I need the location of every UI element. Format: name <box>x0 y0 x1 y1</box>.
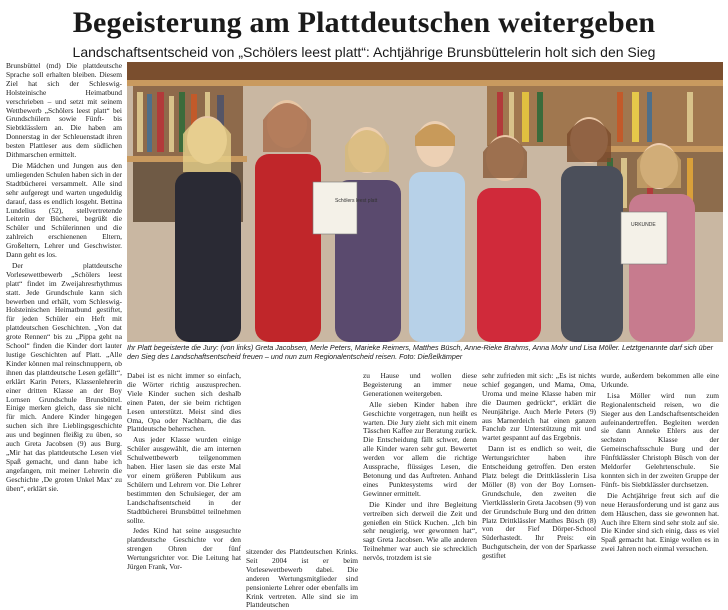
article-headline: Begeisterung am Plattdeutschen weitergeben <box>72 6 656 39</box>
article-column-4 <box>363 372 477 598</box>
column-paragraph: sehr zufrieden mit sich: „Es ist nichts schief gegangen, und Mama, Oma, Uroma und meine Klasse haben mir die Daumen gedrückt“, erklärt die Neunjährige. Auch Merle Peters (9) aus Marnerdeich hat einen ganzen Fanclub zur Unterstützung mit und wartet gespannt auf das Ergebnis. <box>482 371 596 443</box>
column-paragraph: wurde, außerdem bekommen alle eine Urkunde. <box>601 371 719 389</box>
column-paragraph: zu Hause und wollen diese Begeisterung an immer neue Generationen weitergeben. <box>363 371 477 398</box>
article-column-2 <box>127 372 241 598</box>
photo-credit: Foto: Dießelkämper <box>399 352 463 361</box>
certificate-text: Schölers leest platt <box>335 198 378 204</box>
caption-text: Ihr Platt begeisterte die Jury: (von links) Greta Jacobsen, Merle Peters, Marieke Reimers, Matthes Büsch, Anne-Rieke Brahms, Anna Mohr und Lisa Möller. Letztgenannte darf sich über den Sieg des Landschaftsentscheid freuen – und nun zum Regionalentscheid reisen. <box>127 343 714 361</box>
column-paragraph: Der plattdeutsche Vorlesewettbewerb „Schölers leest platt“ findet im Zweijahresrhythmus statt. Jede Grundschule kann sich bewerben und erhält, vom Schleswig-Holsteinischen Heimatbund gestiftet, für jeden Schüler ein Heft mit plattdeutschen Geschichten. „Von dat grote Rennen“ bis zu „Pippa geht na School“ finden die Kinder dort lauter lustige Geschichten auf Platt. „Alle Kinder können mal reinschnuppern, ob ihnen das plattdeutsche Lesen gefällt“, erklärt Karin Peters, Klassenlehrerin einer dritten Klasse an der Boy Lornsen Grundschule Brunsbüttel. Einige merken gleich, dass sie nicht für mich. Andere Kinder hingegen suchen sich ihre Lieblingsgeschichte aus und beginnen fleißig zu üben, so auch Greta Jacobsen (9) aus Burg. „Mir hat das plattdeutsche Lesen viel Spaß gemacht, und dann habe ich angefangen, mit meiner Lehrerin die Geschichte ‚De groten Unkel Max‘ zu üben“, erklärt sie. <box>6 260 122 493</box>
article-column-5 <box>482 372 596 598</box>
column-paragraph: Alle sieben Kinder haben ihre Geschichte vorgetragen, nun heißt es warten. Die Jury zieht sich mit einem Tässchen Kaffee zur Beratung zurück. Die Entscheidung fällt schwer, denn alle Kinder waren sehr gut. Bewertet werden vor allem die richtige Aussprache, flüssiges Lesen, die Betonung und das Auftreten. Anhand eines Punktesystems wird der Gewinner ermittelt. <box>363 399 477 498</box>
column-paragraph: Brunsbüttel (md) Die plattdeutsche Sprache soll erhalten bleiben. Diesem Ziel hat sich der Schleswig-Holsteinische Heimatbund verschrieben – und setzt mit seinem Wettbewerb „Schölers leest platt“ bei Grundschülern sowie Fünft- bis Siebtklässlern an. Die haben am Donnerstag in der Schleuenstadt ihren besten Plattleser aus dem südlichen Dithmarschen ermittelt. <box>6 61 122 160</box>
column-paragraph: Die Achtjährige freut sich auf die neue Herausforderung und ist ganz aus dem Häuschen, dass sie gewonnen hat. Auch ihre Eltern sind sehr stolz auf sie. Die Kinder sind sich einig, dass es viel Spaß gemacht hat. Einige wollen es in zwei Jahren noch einmal versuchen. <box>601 490 719 554</box>
article-subheadline: Landschaftsentscheid von „Schölers leest platt“: Achtjährige Brunsbüttelerin holt sich den Sieg <box>72 44 656 60</box>
article-column-3 <box>246 547 358 610</box>
photo-caption <box>127 343 717 361</box>
certificate-text-2: URKUNDE <box>631 222 656 228</box>
column-paragraph: Lisa Möller wird nun zum Regionalentscheid reisen, wo die Sieger aus den Landschaftsentscheiden aufeinandertreffen. Begleiten werden sie dann Anneke Ehlers aus der sechsten Klasse der Gemeinschaftsschule Burg und der Fünftklässler Christoph Büsch von der Meldorfer Gelehrtenschule. Sie konnten sich in der zweiten Gruppe der Fünft- bis Siebtklässler durchsetzen. <box>601 390 719 489</box>
column-paragraph: Die Mädchen und Jungen aus den umliegenden Schulen haben sich in der Stadtbücherei versammelt. Alle sind sehr aufgeregt und warten ungeduldig darauf, dass es endlich losgeht. Bettina Lundelius (52), stellvertretende Leiterin der Bücherei, begrüßt die Schüler und Schülerinnen und die zahlreich erschienenen Eltern, Großeltern, Lehrer und Geschwister. Dann geht es los. <box>6 160 122 260</box>
article-column-6 <box>601 372 719 598</box>
column-paragraph: Dann ist es endlich so weit, die Wertungsrichter haben ihre Entscheidung getroffen. Den ersten Platz belegt die Drittklässlerin Lisa Möller (8) von der Boy Lornsen-Grundschule, den zweiten die Viertklässlerin Greta Jacobsen (9) von der Grundschule Burg und den dritten Platz Drittklässler Matthes Büsch (8) von der Fief Dörper-School Süderhastedt. Ihr Preis: ein Buchgutschein, der von der Sparkasse gestiftet <box>482 444 596 561</box>
photo-illustration <box>127 62 723 342</box>
group-photo <box>127 62 723 342</box>
article-column-1 <box>6 62 122 596</box>
column-paragraph: Jedes Kind hat seine ausgesuchte plattdeutsche Geschichte vor den strengen Ohren der fünf Wertungsrichter vor. Die Leitung hat Jürgen Frank, Vor- <box>127 526 241 572</box>
column-paragraph: Die Kinder und ihre Begleitung vertreiben sich derweil die Zeit und genießen ein Stück Kuchen. „Ich bin sehr neugierig, wer gewonnen hat“, sagt Greta Jacobsen. Wie alle anderen Teilnehmer war auch sie schrecklich nervös, trotzdem ist sie <box>363 499 477 563</box>
column-paragraph: Dabei ist es nicht immer so einfach, die Wörter richtig auszusprechen. Viele Kinder suchen sich deshalb einen Paten, der sie beim richtigen Lesen unterstützt. Meist sind dies Oma, Opa oder Nachbarn, die das Plattdeutsche beherrschen. <box>127 371 241 434</box>
column-paragraph: sitzender des Plattdeutschen Krinks. Seit 2004 ist er beim Vorlesewettbewerb dabei. Die anderen Wertungsmitglieder sind pensionierte Lehrer oder ebenfalls im Krink vertreten. Alle sind sie im Plattdeutschen <box>246 547 358 610</box>
column-paragraph: Aus jeder Klasse wurden einige Schüler ausgewählt, die am internen Schulwettbewerb teilgenommen haben. Hier lasen sie das erste Mal vor einem größeren Publikum aus Schülern und Lehrern vor. Die Lehrer bestimmten den Schulsieger, der am Landschaftsentscheid in der Stadtbücherei Brunsbüttel teilnehmen sollte. <box>127 435 241 525</box>
